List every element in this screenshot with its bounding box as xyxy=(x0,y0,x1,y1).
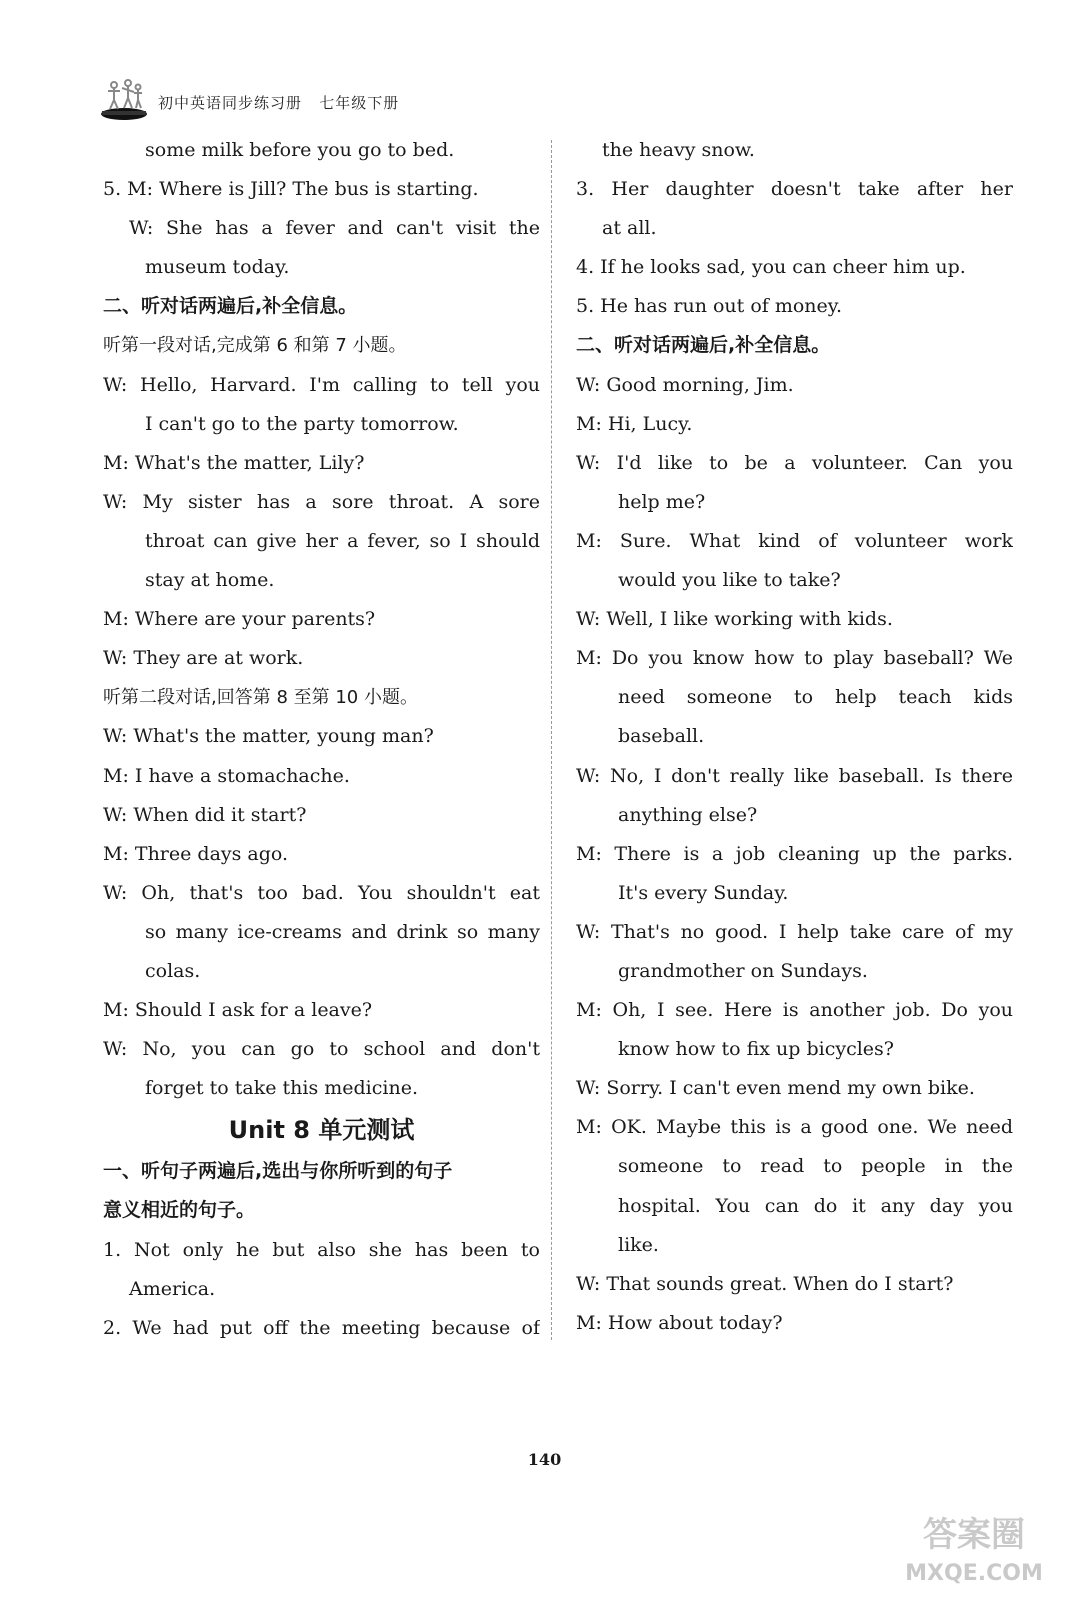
right-column-line: M: Do you know how to play baseball? We xyxy=(576,647,1013,670)
right-column-line: W: That sounds great. When do I start? xyxy=(576,1272,954,1295)
right-column-line: M: There is a job cleaning up the parks. xyxy=(576,842,1013,865)
left-column-line: W: No, you can go to school and don't xyxy=(103,1038,540,1061)
left-column-line: 听第二段对话,回答第 8 至第 10 小题。 xyxy=(103,687,418,709)
page-header xyxy=(100,78,500,123)
left-column-line: 意义相近的句子。 xyxy=(103,1199,256,1222)
left-column-line: 听第一段对话,完成第 6 和第 7 小题。 xyxy=(103,335,407,357)
left-column-line: 2. We had put off the meeting because of xyxy=(103,1316,540,1339)
left-column-line: W: When did it start? xyxy=(103,803,307,826)
right-column-line: like. xyxy=(618,1233,659,1256)
left-column-line: some milk before you go to bed. xyxy=(145,139,455,161)
right-column-line: someone to read to people in the xyxy=(618,1155,1013,1178)
right-column-line: the heavy snow. xyxy=(602,139,755,161)
left-column-line: M: What's the matter, Lily? xyxy=(103,451,365,474)
right-column-line: M: Hi, Lucy. xyxy=(576,412,693,435)
left-column-line: Unit 8 单元测试 xyxy=(228,1116,415,1145)
left-column-line: America. xyxy=(129,1277,216,1300)
right-column-line: W: Sorry. I can't even mend my own bike. xyxy=(576,1077,975,1100)
left-column-line: W: She has a fever and can't visit the xyxy=(129,217,540,240)
watermark-bottom-text: MXQE.COM xyxy=(905,1561,1043,1586)
left-column-line: W: What's the matter, young man? xyxy=(103,725,434,748)
left-column-line: 一、听句子两遍后,选出与你所听到的句子 xyxy=(103,1160,453,1183)
right-column-line: M: Oh, I see. Here is another job. Do you xyxy=(576,999,1013,1022)
watermark-top-text: 答案圈 xyxy=(923,1515,1025,1555)
right-column-line: hospital. You can do it any day you xyxy=(618,1194,1013,1217)
right-column-line: M: Sure. What kind of volunteer work xyxy=(576,529,1013,552)
left-column-line: throat can give her a fever, so I should xyxy=(145,529,540,552)
right-column xyxy=(576,131,1013,1343)
left-column-line: M: Three days ago. xyxy=(103,842,289,865)
right-column-line: know how to fix up bicycles? xyxy=(618,1038,894,1061)
right-column-line: grandmother on Sundays. xyxy=(618,959,868,982)
left-column-line: M: Where are your parents? xyxy=(103,608,376,631)
right-column-line: would you like to take? xyxy=(618,569,841,592)
right-column-line: 3. Her daughter doesn't take after her xyxy=(576,178,1013,201)
column-divider xyxy=(551,140,552,1340)
page-number: 140 xyxy=(527,1450,562,1469)
right-column-line: need someone to help teach kids xyxy=(618,686,1013,709)
left-column-line: W: My sister has a sore throat. A sore xyxy=(103,490,540,513)
left-column-line: W: Oh, that's too bad. You shouldn't eat xyxy=(103,881,540,904)
right-column-line: W: No, I don't really like baseball. Is there xyxy=(576,764,1013,787)
right-column-line: 5. He has run out of money. xyxy=(576,295,843,318)
right-column-line: baseball. xyxy=(618,725,705,748)
book-logo-icon xyxy=(100,78,148,123)
right-column-line: W: Good morning, Jim. xyxy=(576,373,794,396)
left-column-line: 1. Not only he but also she has been to xyxy=(103,1238,540,1261)
left-column-line: museum today. xyxy=(145,256,290,279)
left-column-line: 二、听对话两遍后,补全信息。 xyxy=(103,295,358,318)
right-column-line: 二、听对话两遍后,补全信息。 xyxy=(576,334,831,357)
left-column-line: so many ice-creams and drink so many xyxy=(145,920,540,943)
right-column-line: W: Well, I like working with kids. xyxy=(576,608,893,631)
left-column xyxy=(103,131,540,1348)
right-column-line: M: OK. Maybe this is a good one. We need xyxy=(576,1116,1013,1139)
book-title: 初中英语同步练习册 七年级下册 xyxy=(158,94,400,112)
left-column-line: W: Hello, Harvard. I'm calling to tell you xyxy=(103,373,540,396)
left-column-line: M: I have a stomachache. xyxy=(103,764,350,787)
left-column-line: I can't go to the party tomorrow. xyxy=(145,412,459,435)
right-column-line: anything else? xyxy=(618,803,758,826)
right-column-line: at all. xyxy=(602,217,657,240)
right-column-line: 4. If he looks sad, you can cheer him up. xyxy=(576,256,966,279)
left-column-line: colas. xyxy=(145,959,201,982)
right-column-line: M: How about today? xyxy=(576,1311,783,1334)
left-column-line: stay at home. xyxy=(145,569,275,592)
left-column-line: M: Should I ask for a leave? xyxy=(103,999,373,1022)
right-column-line: W: I'd like to be a volunteer. Can you xyxy=(576,451,1013,474)
left-column-line: 5. M: Where is Jill? The bus is starting. xyxy=(103,178,479,201)
right-column-line: W: That's no good. I help take care of my xyxy=(576,920,1013,943)
left-column-line: W: They are at work. xyxy=(103,647,304,670)
right-column-line: help me? xyxy=(618,490,706,513)
left-column-line: forget to take this medicine. xyxy=(145,1077,418,1100)
right-column-line: It's every Sunday. xyxy=(618,881,789,904)
watermark-logo xyxy=(889,1508,1059,1588)
